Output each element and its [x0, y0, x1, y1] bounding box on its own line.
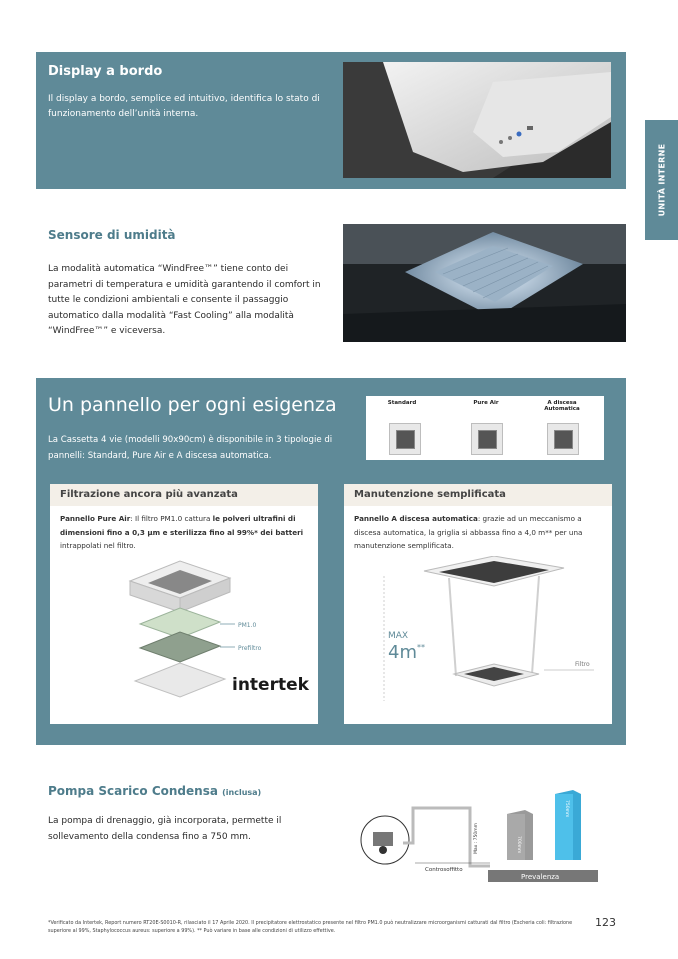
filter-card-header — [50, 484, 318, 506]
panel-types — [366, 396, 604, 460]
footnote: *Verificato da Intertek, Report numero RT20E-S0010-R, rilasciato il 17 Aprile 2020. Il precipitatore elettrostatico presente nel filtro PM1.0 può neutralizzare microorganismi catturati dal filtro (Escheria coli: filtrazione superiore al 99%, Staphylococcus aureus: superiore a 99%). ** Può variare in base alle condizioni di utilizzo effettive. — [48, 920, 573, 934]
pump-diagram — [355, 788, 605, 888]
filtro-label: Filtro — [575, 661, 590, 668]
section-side-tab — [645, 120, 678, 240]
maintenance-card-title: Manutenzione semplificata — [354, 489, 506, 500]
panel-type-label: Standard — [387, 400, 417, 406]
pm10-label: PM1.0 — [238, 622, 257, 629]
panel-pure-air-image — [471, 423, 503, 455]
panel-text: La Cassetta 4 vie (modelli 90x90cm) è disponibile in 3 tipologie di pannelli: Standard, Pure Air e A discesa automatica. — [48, 435, 333, 461]
panel-auto-image — [547, 423, 579, 455]
controsoffitto-label: Controsoffitto — [425, 867, 463, 873]
filter-card-text-b: intrappolati nel filtro. — [60, 541, 136, 550]
pump-title-text: Pompa Scarico Condensa — [48, 784, 218, 798]
filter-card-bold: le polveri ultrafini di dimensioni fino a 0,3 µm e sterilizza fino al 99%* dei batteri — [60, 514, 304, 537]
pump-text: La pompa di drenaggio, già incorporata, permette il sollevamento della condensa fino a 750 mm. — [48, 816, 282, 842]
intertek-logo: intertek — [232, 675, 309, 695]
max-value: 4m** — [388, 642, 425, 663]
filter-card — [50, 484, 318, 724]
maintenance-card-text — [354, 512, 604, 553]
side-tab-label: UNITÀ INTERNE — [657, 143, 666, 217]
maintenance-card — [344, 484, 612, 724]
humidity-text: La modalità automatica “WindFree™” tiene conto dei parametri di temperatura e umidità garantendo il comfort in tutte le condizioni ambientali e consente il passaggio automatico dalla modalità “Fast Cooling” alla modalità “WindFree™” e viceversa. — [48, 264, 321, 336]
filter-exploded-illustration — [110, 556, 310, 721]
bar-750-label: 750mm — [564, 800, 569, 818]
prefiltro-label: Prefiltro — [238, 645, 262, 652]
maintenance-illustration — [344, 556, 612, 721]
filter-card-text — [60, 512, 310, 553]
panel-section — [36, 378, 626, 745]
maintenance-card-body: : grazie ad un meccanismo a discesa automatica, la griglia si abbassa fino a 4,0 m** per una manutenzione semplificata. — [354, 514, 583, 550]
display-title: Display a bordo — [48, 64, 163, 79]
filter-card-text-a: : Il filtro PM1.0 cattura — [130, 514, 213, 523]
pump-title-suffix: (inclusa) — [222, 788, 262, 797]
maintenance-card-header — [344, 484, 612, 506]
humidity-title: Sensore di umidità — [48, 228, 176, 242]
prevalenza-label: Prevalenza — [521, 873, 560, 881]
panel-title: Un pannello per ogni esigenza — [48, 394, 337, 416]
humidity-photo — [343, 224, 626, 342]
max-label: MAX — [388, 631, 409, 641]
panel-standard-image — [389, 423, 421, 455]
maintenance-card-lead: Pannello A discesa automatica — [354, 514, 478, 523]
display-section — [36, 52, 626, 189]
panel-type-label: Pure Air — [473, 400, 499, 406]
display-text: Il display a bordo, semplice ed intuitivo, identifica lo stato di funzionamento dell’unità interna. — [48, 94, 320, 119]
pump-title — [48, 784, 261, 798]
display-photo — [343, 62, 611, 178]
filter-card-title: Filtrazione ancora più avanzata — [60, 489, 238, 500]
page-number: 123 — [595, 916, 616, 929]
panel-type-label: A discesa Automatica — [544, 400, 580, 412]
filter-card-lead: Pannello Pure Air — [60, 514, 131, 523]
max-750-label: Max : 750mm — [474, 822, 479, 854]
bar-700-label: 700mm — [516, 836, 521, 854]
